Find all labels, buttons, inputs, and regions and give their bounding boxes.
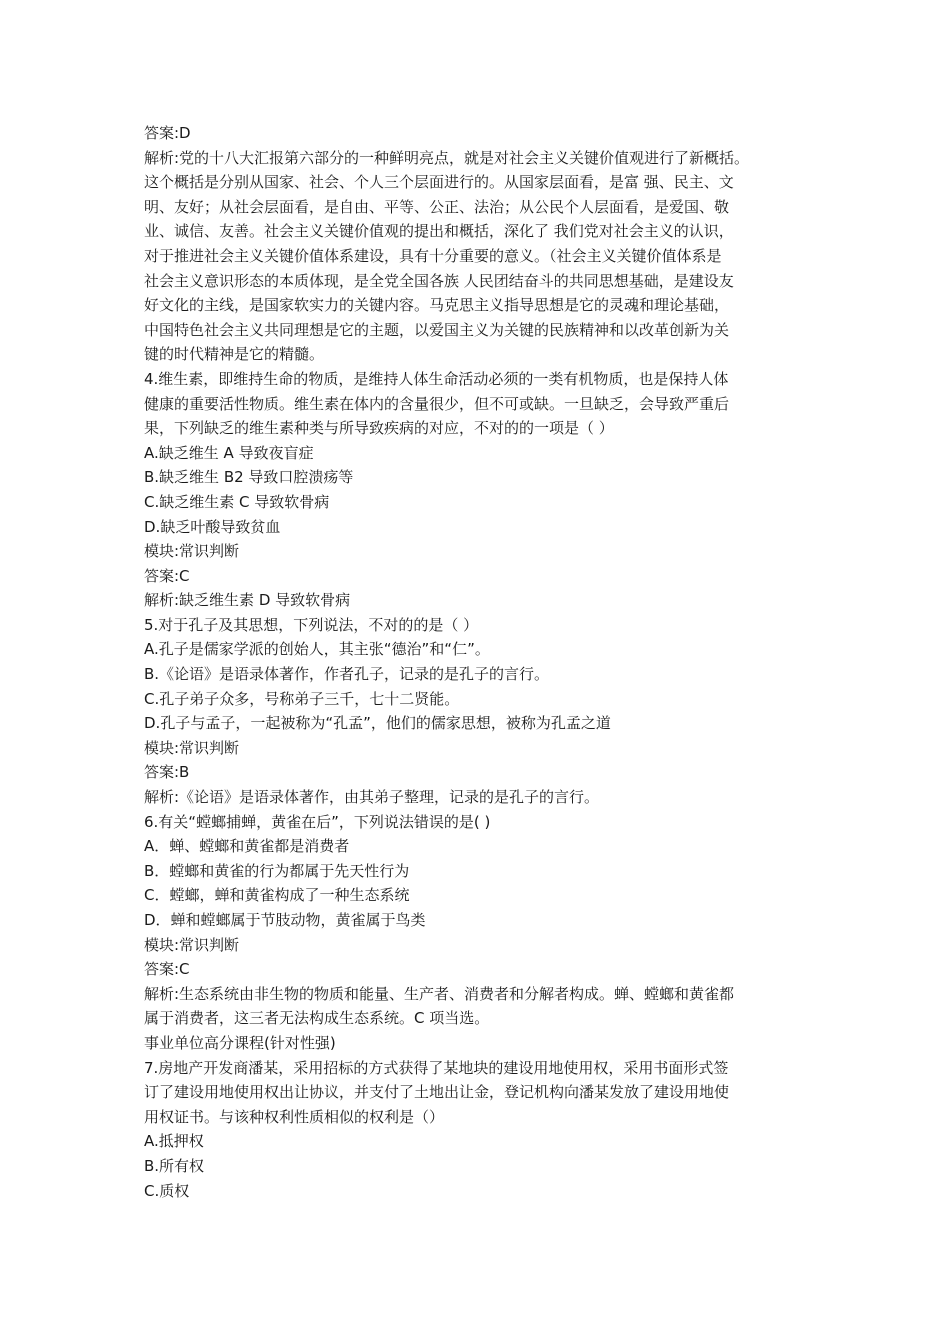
module-line: 模块:常识判断 [144, 935, 240, 954]
option-line: A．蝉、螳螂和黄雀都是消费者 [144, 837, 350, 856]
explanation-line: 中国特色社会主义共同理想是它的主题，以爱国主义为关键的民族精神和以改革创新为关 [144, 320, 730, 339]
option-line: C.缺乏维生素 C 导致软骨病 [144, 492, 330, 511]
option-line: D.孔子与孟子，一起被称为“孔孟”，他们的儒家思想，被称为孔孟之道 [144, 714, 611, 733]
explanation-line: 好文化的主线，是国家软实力的关键内容。马克思主义指导思想是它的灵魂和理论基础， [144, 296, 730, 315]
option-line: C.质权 [144, 1181, 190, 1200]
option-line: C.孔子弟子众多，号称弟子三千，七十二贤能。 [144, 689, 460, 708]
explanation-line: 这个概括是分别从国家、社会、个人三个层面进行的。从国家层面看，是富 强、民主、文 [144, 173, 734, 192]
answer-line: 答案:B [144, 763, 190, 782]
explanation-line: 键的时代精神是它的精髓。 [144, 345, 325, 364]
option-line: D.缺乏叶酸导致贫血 [144, 517, 281, 536]
question-line: 订了建设用地使用权出让协议，并支付了土地出让金，登记机构向潘某发放了建设用地使 [144, 1083, 730, 1102]
option-line: B.《论语》是语录体著作，作者孔子，记录的是孔子的言行。 [144, 665, 550, 684]
option-line: D．蝉和螳螂属于节肢动物，黄雀属于鸟类 [144, 911, 426, 929]
question-line: 果，下列缺乏的维生素种类与所导致疾病的对应，不对的的一项是（ ） [144, 419, 614, 438]
option-line: B.所有权 [144, 1156, 205, 1175]
option-line: B．螳螂和黄雀的行为都属于先天性行为 [144, 861, 410, 880]
module-line: 模块:常识判断 [144, 738, 240, 757]
answer-line: 答案:C [144, 566, 190, 585]
explanation-line: 解析:缺乏维生素 D 导致软骨病 [144, 591, 351, 610]
question-line: 5.对于孔子及其思想，下列说法，不对的的是（ ） [144, 615, 479, 634]
explanation-line: 属于消费者，这三者无法构成生态系统。C 项当选。 [144, 1009, 490, 1028]
option-line: A.孔子是儒家学派的创始人，其主张“德治”和“仁”。 [144, 640, 490, 659]
explanation-line: 解析:党的十八大汇报第六部分的一种鲜明亮点，就是对社会主义关键价值观进行了新概括。 [144, 148, 750, 167]
question-line: 4.维生素，即维持生命的物质，是维持人体生命活动必须的一类有机物质，也是保持人体 [144, 369, 729, 388]
option-line: C．螳螂，蝉和黄雀构成了一种生态系统 [144, 886, 410, 905]
question-line: 7.房地产开发商潘某，采用招标的方式获得了某地块的建设用地使用权，采用书面形式签 [144, 1058, 729, 1077]
option-line: A.抵押权 [144, 1132, 204, 1151]
document-body [144, 121, 816, 1203]
question-line: 用权证书。与该种权利性质相似的权利是（） [144, 1107, 445, 1126]
question-line: 健康的重要活性物质。维生素在体内的含量很少，但不可或缺。一旦缺乏，会导致严重后 [144, 394, 730, 413]
explanation-line: 对于推进社会主义关键价值体系建设，具有十分重要的意义。（社会主义关键价值体系是 [144, 246, 722, 265]
option-line: A.缺乏维生 A 导致夜盲症 [144, 443, 314, 462]
module-line: 模块:常识判断 [144, 542, 240, 561]
explanation-line: 业、诚信、友善。社会主义关键价值观的提出和概括，深化了 我们党对社会主义的认识， [144, 222, 734, 241]
explanation-line: 社会主义意识形态的本质体现，是全党全国各族 人民团结奋斗的共同思想基础，是建设友 [144, 271, 734, 290]
question-line: 6.有关“螳螂捕蝉，黄雀在后”，下列说法错误的是( ) [144, 812, 491, 831]
answer-line: 答案:C [144, 960, 190, 979]
explanation-line: 明、友好；从社会层面看，是自由、平等、公正、法治；从公民个人层面看，是爱国、敬 [144, 197, 730, 216]
explanation-line: 解析:《论语》是语录体著作，由其弟子整理，记录的是孔子的言行。 [144, 788, 600, 807]
answer-line: 答案:D [144, 124, 191, 142]
explanation-line: 解析:生态系统由非生物的物质和能量、生产者、消费者和分解者构成。蝉、螳螂和黄雀都 [144, 984, 735, 1003]
course-note-line: 事业单位高分课程(针对性强) [144, 1033, 336, 1052]
option-line: B.缺乏维生 B2 导致口腔溃疡等 [144, 468, 354, 487]
